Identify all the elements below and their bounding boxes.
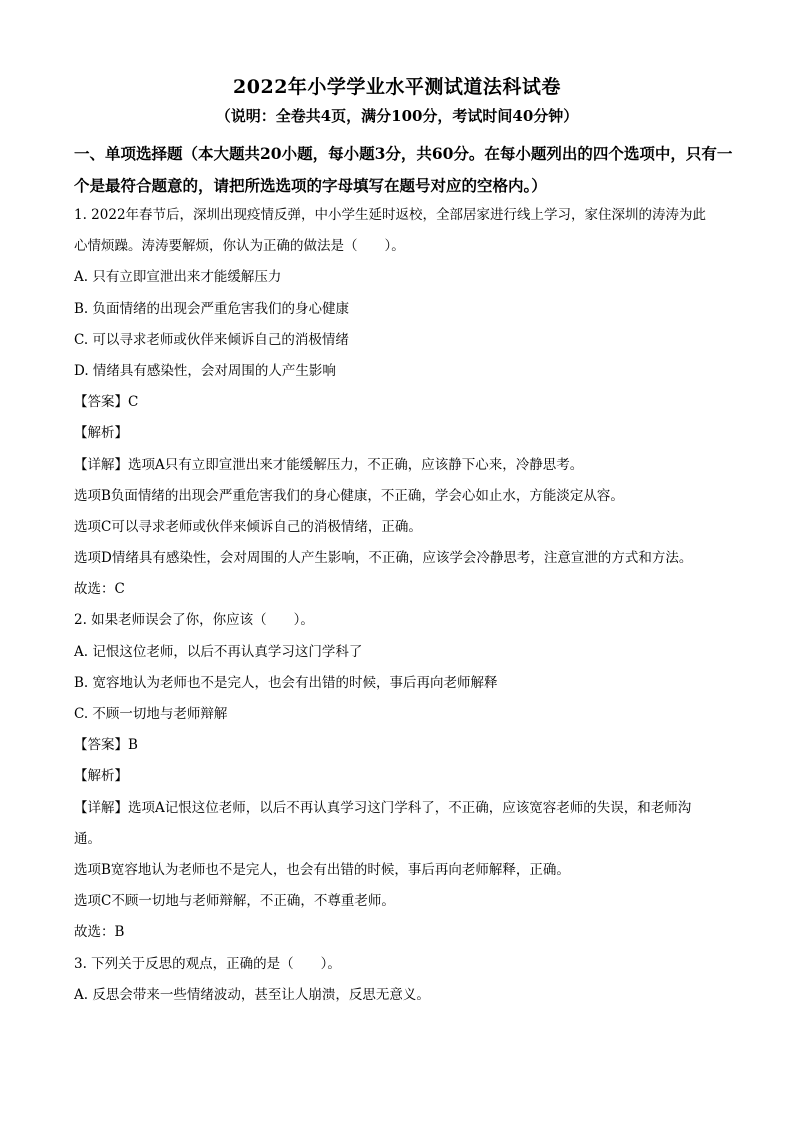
page-title: 2022年小学学业水平测试道法科试卷	[233, 76, 561, 98]
question-1-detail-b: 选项B负面情绪的出现会严重危害我们的身心健康，不正确，学会心如止水，方能淡定从容。	[74, 487, 624, 504]
question-1-stem: 1. 2022年春节后，深圳出现疫情反弹，中小学生延时返校，全部居家进行线上学习，家住深圳的涛涛为此	[74, 207, 707, 223]
question-1-option-a: A. 只有立即宣泄出来才能缓解压力	[74, 269, 282, 286]
question-1-analysis-label: 【解析】	[74, 425, 128, 442]
question-3-option-a: A. 反思会带来一些情绪波动，甚至让人崩溃，反思无意义。	[74, 986, 430, 1003]
section-heading: 一、单项选择题（本大题共20小题，每小题3分，共60分。在每小题列出的四个选项中，只有一个是最符合题意的，请把所选选项的字母填写在题号对应的空格内。）	[74, 144, 733, 195]
question-2-stem: 2. 如果老师误会了你，你应该（ ）。	[74, 612, 314, 629]
question-2-detail-c: 选项C不顾一切地与老师辩解，不正确，不尊重老师。	[74, 893, 395, 910]
question-1-option-b: B. 负面情绪的出现会严重危害我们的身心健康	[74, 300, 350, 317]
question-2-choice: 故选：B	[74, 924, 125, 941]
question-1-choice: 故选：C	[74, 581, 125, 598]
question-2-option-a: A. 记恨这位老师，以后不再认真学习这门学科了	[74, 643, 363, 660]
question-1-option-c: C. 可以寻求老师或伙伴来倾诉自己的消极情绪	[74, 331, 349, 348]
document-body	[74, 200, 722, 1011]
question-2-answer: 【答案】B	[74, 737, 138, 754]
question-3-stem: 3. 下列关于反思的观点，正确的是（ ）。	[74, 955, 341, 972]
question-1-answer: 【答案】C	[74, 394, 139, 411]
question-2-detail-b: 选项B宽容地认为老师也不是完人，也会有出错的时候，事后再向老师解释，正确。	[74, 861, 570, 878]
question-1-detail-d: 选项D情绪具有感染性，会对周围的人产生影响，不正确，应该学会冷静思考，注意宣泄的方式和方法。	[74, 550, 693, 567]
question-1-detail-c: 选项C可以寻求老师或伙伴来倾诉自己的消极情绪，正确。	[74, 518, 422, 535]
question-1-detail-a: 【详解】选项A只有立即宣泄出来才能缓解压力，不正确，应该静下心来，冷静思考。	[74, 456, 584, 473]
question-2-option-c: C. 不顾一切地与老师辩解	[74, 706, 228, 722]
question-2-option-b: B. 宽容地认为老师也不是完人，也会有出错的时候，事后再向老师解释	[74, 674, 498, 691]
question-2-analysis-label: 【解析】	[74, 768, 128, 785]
question-2-detail-a-cont: 通。	[74, 830, 101, 847]
question-2-detail-a: 【详解】选项A记恨这位老师，以后不再认真学习这门学科了，不正确，应该宽容老师的失误，和老师沟	[74, 799, 692, 816]
question-1-option-d: D. 情绪具有感染性，会对周围的人产生影响	[74, 362, 336, 379]
question-1-stem-cont: 心情烦躁。涛涛要解烦，你认为正确的做法是（ ）。	[74, 238, 405, 255]
exam-note: （说明：全卷共4页，满分100分，考试时间40分钟）	[215, 107, 579, 125]
